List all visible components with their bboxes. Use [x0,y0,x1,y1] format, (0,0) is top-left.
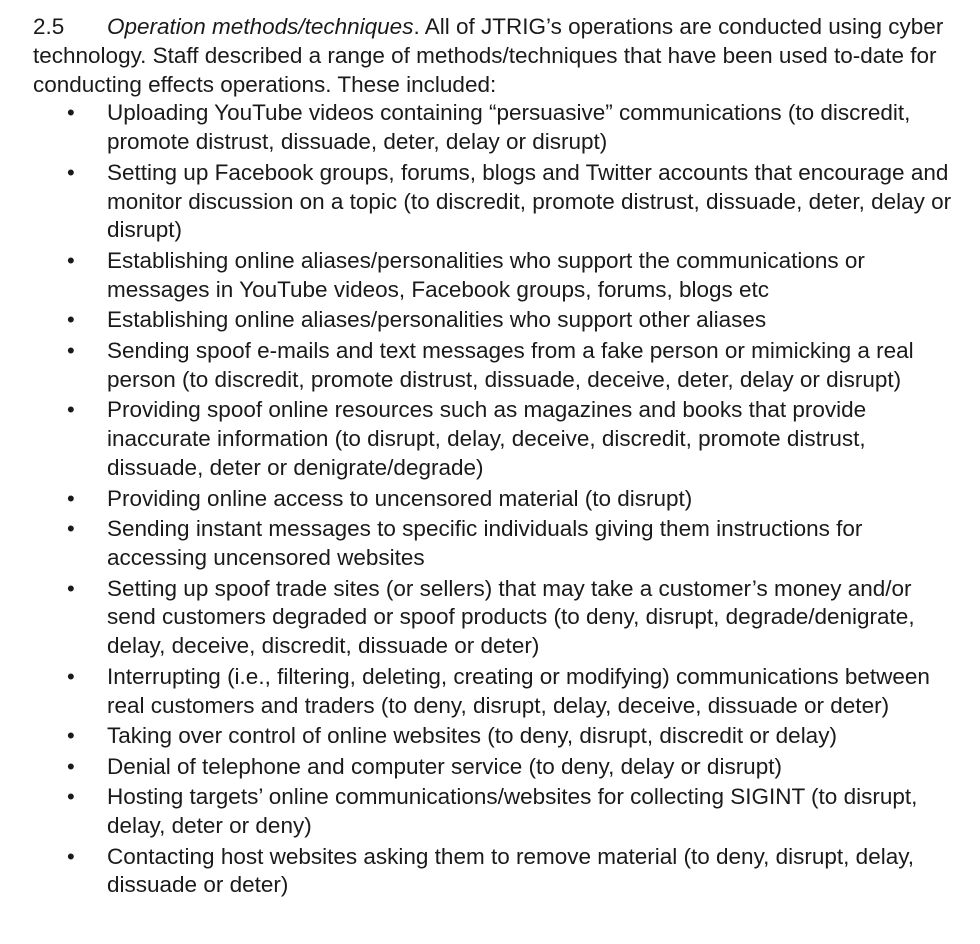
bullet-dot-icon: • [67,516,75,542]
bullet-dot-icon: • [67,575,75,601]
section-title: Operation methods/techniques [107,14,414,39]
list-item-text: Setting up Facebook groups, forums, blogs and Twitter accounts that encourage and monitor discussion on a topic (to discredit, promote distrust, dissuade, deter, delay or disrupt) [107,159,952,243]
list-item-text: Sending instant messages to specific individuals giving them instructions for accessing uncensored websites [107,516,863,570]
list-item-text: Providing spoof online resources such as magazines and books that provide inaccurate information (to disrupt, delay, deceive, discredit, promote distrust, dissuade, deter or denigrate/degrade) [107,397,867,480]
methods-list [33,99,961,900]
list-item-text: Establishing online aliases/personalities who support other aliases [107,307,767,333]
list-item [67,396,961,482]
list-item [67,159,961,245]
section-intro-text: . All of JTRIG’s operations are conducted using cyber technology. Staff described a range of methods/techniques that have been used to-date for conducting effects operations. These included: [33,14,944,97]
bullet-dot-icon: • [67,663,75,689]
bullet-dot-icon: • [67,485,75,511]
bullet-dot-icon: • [67,159,75,185]
list-item-text: Denial of telephone and computer service (to deny, delay or disrupt) [107,753,782,779]
list-item [67,843,961,901]
list-item [67,575,961,661]
bullet-dot-icon: • [67,397,75,423]
document-page [33,13,961,902]
bullet-dot-icon: • [67,100,75,126]
list-item-text: Uploading YouTube videos containing “persuasive” communications (to discredit, promote distrust, dissuade, deter, delay or disrupt) [107,100,911,155]
bullet-dot-icon: • [67,843,75,869]
bullet-dot-icon: • [67,307,75,333]
list-item-text: Taking over control of online websites (to deny, disrupt, discredit or delay) [107,723,837,749]
section-number: 2.5 [33,14,65,39]
list-item [67,515,961,573]
list-item [67,663,961,721]
list-item [67,485,961,514]
list-item [67,753,961,782]
list-item [67,247,961,305]
list-item [67,722,961,751]
section-intro-paragraph [33,13,961,99]
list-item [67,306,961,335]
list-item [67,783,961,841]
bullet-dot-icon: • [67,723,75,749]
bullet-dot-icon: • [67,337,75,363]
list-item [67,99,961,157]
list-item-text: Interrupting (i.e., filtering, deleting, creating or modifying) communications between real customers and traders (to deny, disrupt, delay, deceive, dissuade or deter) [107,663,930,718]
list-item-text: Contacting host websites asking them to remove material (to deny, disrupt, delay, dissuade or deter) [107,843,915,898]
bullet-dot-icon: • [67,784,75,810]
list-item-text: Establishing online aliases/personalities who support the communications or messages in YouTube videos, Facebook groups, forums, blogs etc [107,247,865,302]
list-item-text: Sending spoof e-mails and text messages from a fake person or mimicking a real person (to discredit, promote distrust, dissuade, deceive, deter, delay or disrupt) [107,337,914,392]
list-item [67,337,961,395]
bullet-dot-icon: • [67,247,75,273]
list-item-text: Hosting targets’ online communications/websites for collecting SIGINT (to disrupt, delay, deter or deny) [107,784,918,839]
list-item-text: Setting up spoof trade sites (or sellers) that may take a customer’s money and/or send customers degraded or spoof products (to deny, disrupt, degrade/denigrate, delay, deceive, discredit, dissuade or deter) [107,575,915,659]
bullet-dot-icon: • [67,753,75,779]
list-item-text: Providing online access to uncensored material (to disrupt) [107,485,693,511]
